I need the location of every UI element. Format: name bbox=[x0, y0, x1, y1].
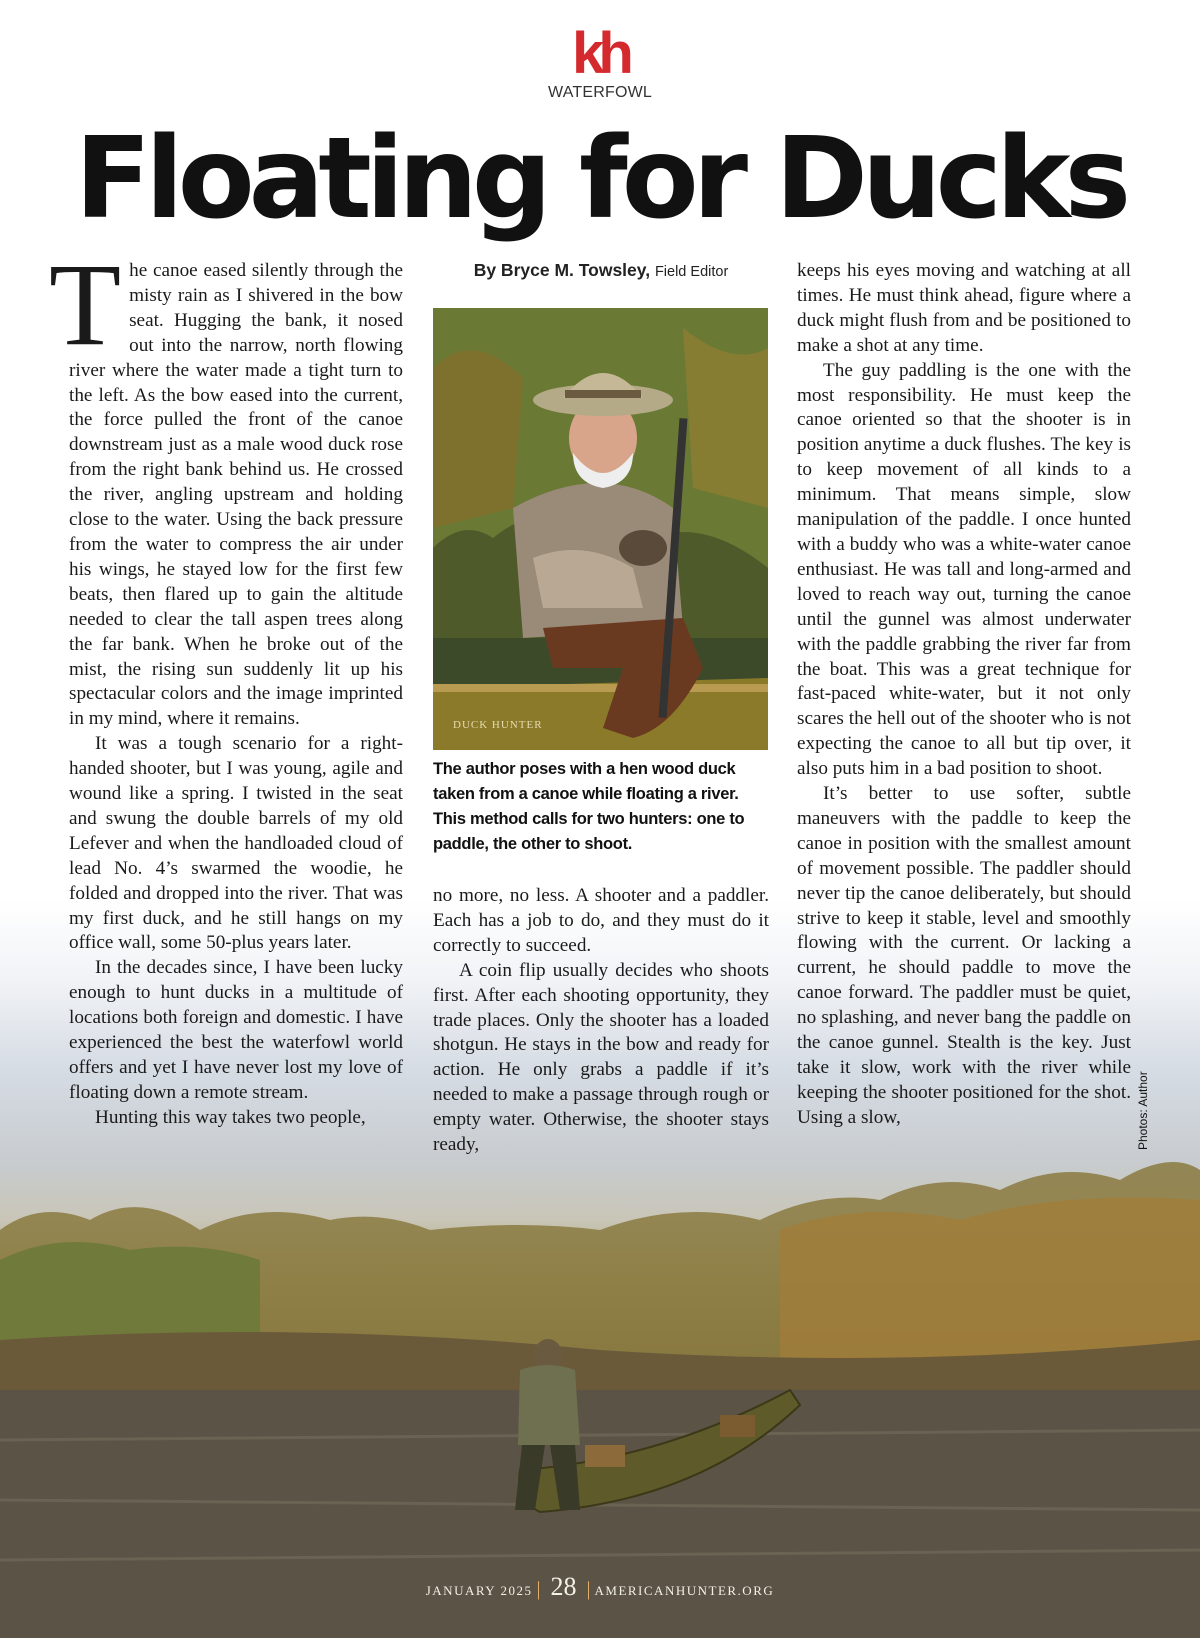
footer-separator: | bbox=[536, 1578, 541, 1600]
page-footer bbox=[0, 1572, 1200, 1602]
article-headline: Floating for Ducks bbox=[74, 114, 1126, 244]
drop-cap: T bbox=[49, 239, 122, 370]
article-paragraph: The guy paddling is the one with the most responsibility. He must keep the canoe oriented so that the shooter is in position anytime a duck flushes. The key is to keep movement of all kinds to a minimum. That means simple, slow manipulation of the paddle. I once hunted with a buddy who was a white-water canoe enthusiast. He was tall and long-armed and loved to reach way out, turning the canoe until the gunnel was almost underwater with the paddle grabbing the river far from the boat. This was a great technique for fast-paced white-water, but it not only scares the hell out of the shooter who is not expecting the canoe to all but tip over, it also puts him in a bad position to shoot. bbox=[797, 359, 1131, 780]
article-column-3 bbox=[797, 259, 1131, 1131]
author-name: By Bryce M. Towsley, bbox=[473, 260, 651, 280]
photo-credit: Photos: Author bbox=[1136, 1071, 1150, 1150]
photo-caption: The author poses with a hen wood duck taken from a canoe while floating a river. This method calls for two hunters: one to paddle, the other to shoot. bbox=[433, 760, 745, 853]
article-column-1 bbox=[49, 239, 403, 1131]
article-paragraph: In the decades since, I have been lucky enough to hunt ducks in a multitude of locations both foreign and domestic. I have experienced the best the waterfowl world offers and yet I have never lost my love of floating down a remote stream. bbox=[69, 957, 403, 1103]
canoe-lettering: DUCK HUNTER bbox=[453, 719, 543, 731]
article-paragraph: no more, no less. A shooter and a paddler. Each has a job to do, and they must do it correctly to succeed. bbox=[433, 885, 769, 956]
page-number: 28 bbox=[550, 1572, 577, 1601]
article-column-2 bbox=[433, 884, 769, 1158]
website-url[interactable]: AMERICANHUNTER.ORG bbox=[594, 1583, 775, 1598]
article-paragraph: A coin flip usually decides who shoots first. After each shooting opportunity, they trade places. Only the shooter has a loaded shotgun. He stays in the bow and ready for action. He only grabs a paddle if it’s needed to make a passage through rough or empty water. Otherwise, the shooter stays ready, bbox=[433, 959, 769, 1156]
article-paragraph bbox=[49, 239, 403, 732]
article-paragraph: keeps his eyes moving and watching at all times. He must think ahead, figure where a duck might flush from and be positioned to make a shot at any time. bbox=[797, 260, 1131, 356]
article-paragraph: It was a tough scenario for a right-handed shooter, but I was young, agile and wound like a spring. I twisted in the seat and swung the double barrels of my old Lefever and when the handloaded cloud of lead No. 4’s swarmed the woodie, he folded and dropped into the river. That was my first duck, and he still hangs on my office wall, some 50-plus years later. bbox=[69, 733, 403, 954]
footer-separator: | bbox=[586, 1578, 591, 1600]
author-title: Field Editor bbox=[654, 264, 729, 280]
issue-date: JANUARY 2025 bbox=[425, 1583, 533, 1598]
section-label: WATERFOWL bbox=[547, 84, 652, 101]
paragraph-text: he canoe eased silently through the misty rain as I shivered in the bow seat. Hugging the bank, it nosed out into the narrow, north flowing river where the water made a tight turn to the left. As the bow eased into the current, the force pulled the front of the canoe downstream just as a male wood duck rose from the right bank behind us. He crossed the river, angling upstream and holding close to the water. Using the back pressure from the water to compress the air under his wings, he stayed low for the first few beats, then flared up to gain the altitude needed to clear the tall aspen trees along the far bank. When he broke out of the mist, the rising sun suddenly lit up his spectacular colors and the image imprinted in my mind, where it remains. bbox=[69, 260, 403, 730]
byline bbox=[433, 260, 769, 281]
article-paragraph: It’s better to use softer, subtle maneuvers with the paddle to keep the canoe in position with the smallest amount of movement possible. The paddler should never tip the canoe deliberately, but should strive to keep it stable, level and smoothly flowing with the current. Or lacking a current, he should paddle to move the canoe forward. The paddler must be quiet, no splashing, and never bang the paddle on the canoe gunnel. Stealth is the key. Just take it slow, work with the river while keeping the shooter positioned for the shot. Using a slow, bbox=[797, 783, 1131, 1128]
article-paragraph: Hunting this way takes two people, bbox=[95, 1106, 366, 1128]
author-photo bbox=[433, 308, 768, 750]
author-portrait-illustration bbox=[433, 308, 768, 750]
magazine-logo: kh bbox=[572, 21, 628, 86]
